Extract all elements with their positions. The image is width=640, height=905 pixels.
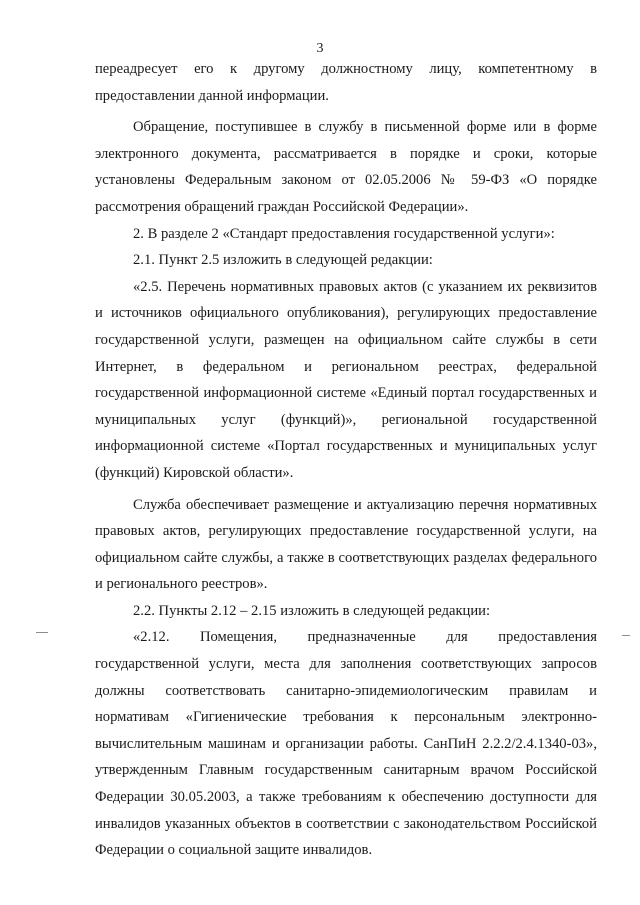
page-number: 3 — [316, 41, 324, 56]
document-body — [95, 56, 597, 864]
paragraph-service-publishes: Служба обеспечивает размещение и актуализацию перечня нормативных правовых актов, регулирующих предоставление государственной услуги, на официальном сайте службы, а также в соответствующих разделах федерального и регионального реестров». — [95, 496, 597, 593]
scan-mark-left — [36, 632, 48, 633]
paragraph-item-2-1: 2.1. Пункт 2.5 изложить в следующей редакции: — [133, 252, 433, 269]
paragraph-item-2-12: «2.12. Помещения, предназначенные для предоставления государственной услуги, места для заполнения соответствующих запросов должны соответствовать санитарно-эпидемиологическим правилам и нормативам «Гигиенические требования к персональным электронно-вычислительным машинам и организации работы. СанПиН 2.2.2/2.4.1340-03», утвержденным Главным государственным санитарным врачом Российской Федерации 30.05.2003, а также требованиям к обеспечению доступности для инвалидов указанных объектов в соответствии с законодательством Российской Федерации о социальной защите инвалидов. — [95, 629, 597, 859]
paragraph-item-2-2: 2.2. Пункты 2.12 – 2.15 изложить в следующей редакции: — [133, 602, 491, 619]
scan-mark-right — [622, 635, 630, 636]
paragraph-continuation: переадресует его к другому должностному лицу, компетентному в предоставлении данной информации. — [95, 61, 597, 104]
paragraph-item-2-5: «2.5. Перечень нормативных правовых актов (с указанием их реквизитов и источников официального опубликования), регулирующих предоставление государственной услуги, размещен на официальном сайте службы в сети Интернет, в федеральном и региональном реестрах, федеральной государственной информационной системе «Единый портал государственных и муниципальных услуг (функций)», региональной государственной информационной системе «Портал государственных и муниципальных услуг (функций) Кировской области». — [95, 278, 597, 481]
paragraph-appeal-processing: Обращение, поступившее в службу в письменной форме или в форме электронного документа, рассматривается в порядке и сроки, которые установлены Федеральным законом от 02.05.2006 № 59-ФЗ «О порядке рассмотрения обращений граждан Российской Федерации». — [95, 119, 597, 215]
paragraph-section-2: 2. В разделе 2 «Стандарт предоставления государственной услуги»: — [133, 225, 555, 242]
